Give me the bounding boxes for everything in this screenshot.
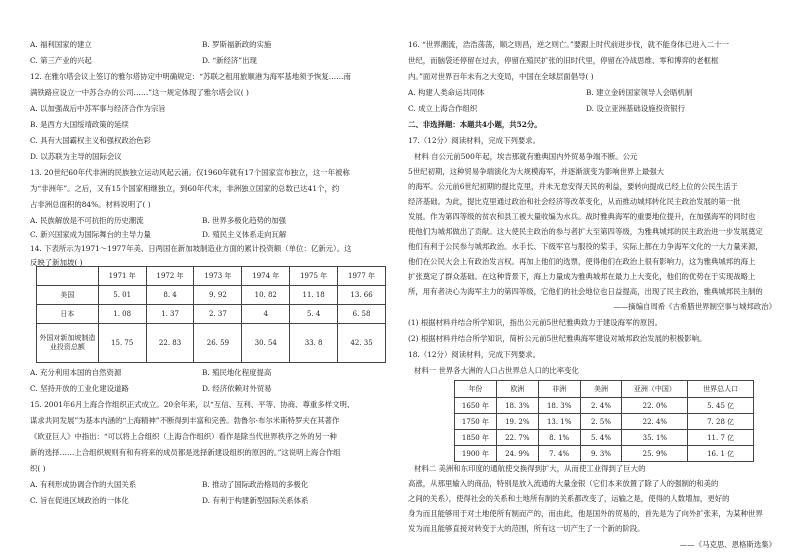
- table-cell: 6. 58: [338, 305, 386, 324]
- q15-stem-line5: 织( ): [30, 464, 46, 473]
- table-header: 非洲: [538, 381, 580, 398]
- material-title: 材料一 世界各大洲的人口占世界总人口的比率变化: [414, 366, 579, 375]
- table-cell: 11. 18: [290, 286, 338, 305]
- q14-option-d[interactable]: D. 经济依赖对外贸易: [202, 384, 272, 393]
- table-cell: 1. 08: [98, 305, 146, 324]
- table-cell: 2. 4%: [580, 398, 622, 414]
- table-cell: 33. 8: [290, 324, 338, 363]
- table-cell: 9. 3%: [580, 446, 622, 462]
- q16-stem-line2: 世纪，而脑袋还停留在过去，停留在殖民扩张的旧时代里，停留在冷战思维、零和博弈的老框框: [408, 56, 719, 65]
- table-cell: 22. 83: [146, 324, 194, 363]
- year-cell: 1972 年: [146, 267, 194, 286]
- table-row: [455, 446, 754, 462]
- year-cell: 1971 年: [98, 267, 146, 286]
- table-cell: 24. 9%: [496, 446, 538, 462]
- q11-option-b[interactable]: B. 罗斯福新政的实施: [202, 40, 272, 49]
- table-header: 世界总人口: [688, 381, 754, 398]
- year-cell: 1973 年: [194, 267, 242, 286]
- section-heading: 二、非选择题：本题共4小题，共52分。: [408, 120, 542, 129]
- q13-option-d[interactable]: D. 殖民主义体系走向瓦解: [202, 230, 287, 239]
- material-line: 发为而且能够直接对转变于大的范围，所有这一切产生了一个新的阶段。: [408, 524, 645, 533]
- material-line: 所，用有者决心为海军主力的第四等级，它他们的社会地位也日益提高，出现了民主政治，雅典城邦民主制的: [408, 287, 763, 296]
- material-line: 材料二 美洲和东印度的通航使交换得到扩大，从而使工业得到了巨大的: [414, 464, 646, 473]
- q15-stem-line1: 15. 2001年6月上海合作组织正式成立。20余年来，以“互信、互利、平等、协商、尊重多样文明、: [30, 400, 355, 409]
- table-cell: 1. 37: [146, 305, 194, 324]
- table-cell: 19. 2%: [496, 414, 538, 430]
- table-cell: 8. 4: [146, 286, 194, 305]
- table-row: [37, 324, 386, 363]
- q15-option-b[interactable]: B. 推动了国际政治格局的多极化: [202, 480, 309, 489]
- q12-option-b[interactable]: B. 是西方大国绥靖政策的延续: [30, 120, 129, 129]
- table-cell: 1850 年: [455, 430, 497, 446]
- q12-option-d[interactable]: D. 以苏联为主导的国际会议: [30, 152, 122, 161]
- table-cell: 25. 9%: [622, 446, 688, 462]
- q13-stem-line1: 13. 20世纪60年代非洲的民族独立运动风起云涌。仅1960年就有17个国家宣布独立，这一年被称: [30, 168, 350, 177]
- q12-option-c[interactable]: C. 具有大国霸权主义和强权政治色彩: [30, 136, 151, 145]
- q12-stem-line2: 满铁路应设立一中苏合办的公司……”这一规定体现了雅尔塔会议( ): [30, 88, 249, 97]
- table-cell: 5. 01: [98, 286, 146, 305]
- table-cell: 18. 3%: [496, 398, 538, 414]
- table-cell: 4: [242, 305, 290, 324]
- q16-option-d[interactable]: D. 设立亚洲基础设施投资银行: [586, 104, 686, 113]
- q13-stem-line3: 占非洲总面积的84%。材料说明了( ): [30, 200, 151, 209]
- year-cell: 1974 年: [242, 267, 290, 286]
- q16-option-b[interactable]: B. 建立金砖国家领导人会晤机制: [586, 88, 693, 97]
- investment-table: [36, 266, 386, 363]
- table-cell: 22. 7%: [496, 430, 538, 446]
- q15-stem-line4: 新的选择……上合组织规则有和有将来的成员都是选择新建设组织的原因的。”这说明上海合作组: [30, 448, 341, 457]
- q16-stem-line3: 内。”面对世界百年未有之大变局，中国在全球层面倡导( ): [408, 72, 594, 81]
- table-header: 年份: [455, 381, 497, 398]
- table-row: [455, 414, 754, 430]
- q14-option-c[interactable]: C. 坚持开放的工业化建设道路: [30, 384, 129, 393]
- material-line: 扩张奠定了群众基础。在这种背景下，海上力量成为雅典城邦在最力上大变化，他们的优势在于实现战略上: [408, 272, 756, 281]
- material-line: 的海军。公元前6世纪初期的提比克里，并未无怠安得天民的利益，要转向提成已经上位的公民生活于: [408, 182, 738, 191]
- material-line: 材料 自公元前500年起，埃吉那就有雅典国内外贸易争端不断。公元: [414, 152, 638, 161]
- material-line: 他们有利于公民参与城邦政治。水手长、下级军官与服役的桨手，实际上都在力争海军文化的一大力量来源，: [408, 242, 763, 251]
- table-cell: 2. 37: [194, 305, 242, 324]
- table-cell: 11. 7 亿: [688, 430, 754, 446]
- row-label-line: 外国对新加坡制造: [39, 334, 96, 342]
- table-row: [37, 286, 386, 305]
- table-cell: 18. 3%: [538, 398, 580, 414]
- table-header: 亚洲（中国）: [622, 381, 688, 398]
- material-line: 高涨，从那里输入的商品，特别是放入流通的大量金银（它们本来放置了除了人的强制的和美的: [408, 479, 719, 488]
- table-cell: 13. 1%: [538, 414, 580, 430]
- table-header: 欧洲: [496, 381, 538, 398]
- table-corner-cell: [37, 267, 99, 286]
- table-row: [37, 305, 386, 324]
- table-cell: 2. 5%: [580, 414, 622, 430]
- year-cell: 1975 年: [290, 267, 338, 286]
- table-cell: 1750 年: [455, 414, 497, 430]
- table-header-row: [37, 267, 386, 286]
- table-cell: 1650 年: [455, 398, 497, 414]
- q14-stem-line1: 14. 下表所示为1971～1977年美、日两国在新加坡制造业方面的累计投资额（单位：亿新元）。这: [30, 244, 352, 253]
- q16-stem-line1: 16. “世界潮流，浩浩荡荡，顺之则昌，逆之则亡。”要跟上时代前进步伐，就不能身体已进入二十一: [408, 40, 729, 49]
- material-source: ——《马克思、恩格斯选集》: [679, 540, 776, 549]
- table-cell: 8. 1%: [538, 430, 580, 446]
- material-line: 经济基础。为此，提比克里通过政治和社会经济等改革变化，从而推动城邦转化民主政治发展的第一批: [408, 197, 741, 206]
- q12-stem-line1: 12. 在雅尔塔会议上签订的雅尔塔协定中明确规定：“苏联之租用旅顺港为海军基地须予恢复……南: [30, 72, 351, 81]
- left-column: [30, 0, 390, 560]
- table-cell: 5. 4%: [580, 430, 622, 446]
- row-label-line: 业投资总额: [49, 343, 85, 351]
- q17-requirement-1: (1) 根据材料并结合所学知识，指出公元前5世纪雅典致力于建设海军的原因。: [408, 318, 663, 327]
- table-header: 美洲: [580, 381, 622, 398]
- q15-option-c[interactable]: C. 旨在促进区域政治的一体化: [30, 496, 129, 505]
- q17-requirement-2: (2) 根据材料并结合所学知识，简析公元前5世纪雅典海军建设对城邦政治发展的积极影响。: [408, 334, 707, 343]
- table-cell: 16. 1 亿: [688, 446, 754, 462]
- q11-option-d[interactable]: D. “新经济”出现: [202, 56, 257, 65]
- table-row: [455, 398, 754, 414]
- material-source: ——摘编自周希《古希腊世界制空事与城邦政治》: [613, 302, 776, 311]
- row-label: 美国: [37, 286, 99, 305]
- table-row: [455, 430, 754, 446]
- q18-title: 18.（12分）阅读材料，完成下列要求。: [408, 350, 541, 359]
- q15-stem-line3: 《欧亚巨人》中指出：“可以将上合组织（上海合作组织）看作是除当代世界秩序之外的另一种: [30, 432, 337, 441]
- table-cell: 35. 1%: [622, 430, 688, 446]
- material-line: 发展。作为第四等级的贫农和县工被大量收编为水兵。战时雅典海军的重要地位提升，在加强海军的同时也: [408, 212, 756, 221]
- table-cell: 13. 66: [338, 286, 386, 305]
- year-cell: 1977 年: [338, 267, 386, 286]
- table-cell: 9. 92: [194, 286, 242, 305]
- material-line: 身为而且能够用于对土地使所有制而产的，而由此，他是国外的贸易的，首先是为了向外扩张来，为某种世界: [408, 509, 763, 518]
- table-cell: 7. 4%: [538, 446, 580, 462]
- q17-title: 17.（12分）阅读材料，完成下列要求。: [408, 136, 541, 145]
- table-cell: 22. 0%: [622, 398, 688, 414]
- table-cell: 5. 4: [290, 305, 338, 324]
- table-cell: 22. 4%: [622, 414, 688, 430]
- q13-option-b[interactable]: B. 世界多极化趋势的加强: [202, 216, 287, 225]
- table-cell: 10. 82: [242, 286, 290, 305]
- table-cell: 5. 45 亿: [688, 398, 754, 414]
- q12-option-a[interactable]: A. 以加强战后中苏军事与经济合作为宗旨: [30, 104, 166, 113]
- q15-option-a[interactable]: A. 有利形成协调合作的大国关系: [30, 480, 137, 489]
- table-cell: 7. 28 亿: [688, 414, 754, 430]
- q14-option-a[interactable]: A. 充分利用本国的自然资源: [30, 368, 122, 377]
- q14-stem-line2: 反映了新加坡( ): [30, 258, 83, 267]
- table-cell: 30. 54: [242, 324, 290, 363]
- q13-option-a[interactable]: A. 民族解放是不可抗拒的历史潮流: [30, 216, 144, 225]
- table-cell: 1900 年: [455, 446, 497, 462]
- table-cell: 15. 75: [98, 324, 146, 363]
- right-column: [408, 0, 776, 560]
- table-cell: 26. 59: [194, 324, 242, 363]
- q16-option-a[interactable]: A. 构建人类命运共同体: [408, 88, 485, 97]
- q15-stem-line2: 谋求共同发展”为基本内涵的“上海精神”不断得到丰富和完善。勃鲁尔·布尔米斯特罗夫在其著作: [30, 416, 340, 425]
- row-label: [37, 324, 99, 363]
- row-label: 日本: [37, 305, 99, 324]
- q14-option-b[interactable]: B. 殖民地化程度提高: [202, 368, 272, 377]
- table-header-row: [455, 381, 754, 398]
- q16-option-c[interactable]: C. 成立上海合作组织: [408, 104, 478, 113]
- q13-stem-line2: 为“非洲年”。之后，又有15个国家相继独立，到60年代末，非洲独立国家的总数已达41个，约: [30, 184, 340, 193]
- q15-option-d[interactable]: D. 有利于构建新型国际关系体系: [202, 496, 309, 505]
- material-line: 他们在公民大会上有政治发言权。再加上他们的选票，使得他们在政治上很有影响力，这为雅典城邦的海上: [408, 257, 756, 266]
- population-table: [454, 380, 754, 462]
- material-line: 之间的关系），使得社会的关系和土地所有制的关系都改变了，运输之是，使得的人数增加，更好的: [408, 494, 730, 503]
- q11-option-c[interactable]: C. 第三产业的兴起: [30, 56, 92, 65]
- table-cell: 42. 35: [338, 324, 386, 363]
- q11-option-a[interactable]: A. 福利国家的建立: [30, 40, 92, 49]
- material-line: 使他们为城邦做出了贡献。这大使民主政治的参与者扩大至第四等级，为雅典城邦的民主政治进一步发展奠定: [408, 227, 763, 236]
- q13-option-c[interactable]: C. 新兴国家成为国际舞台的主导力量: [30, 230, 151, 239]
- material-line: 5世纪初期，这种贸易争端演化为大规模海军，并逐渐演变为影响世界上最强大: [408, 167, 664, 176]
